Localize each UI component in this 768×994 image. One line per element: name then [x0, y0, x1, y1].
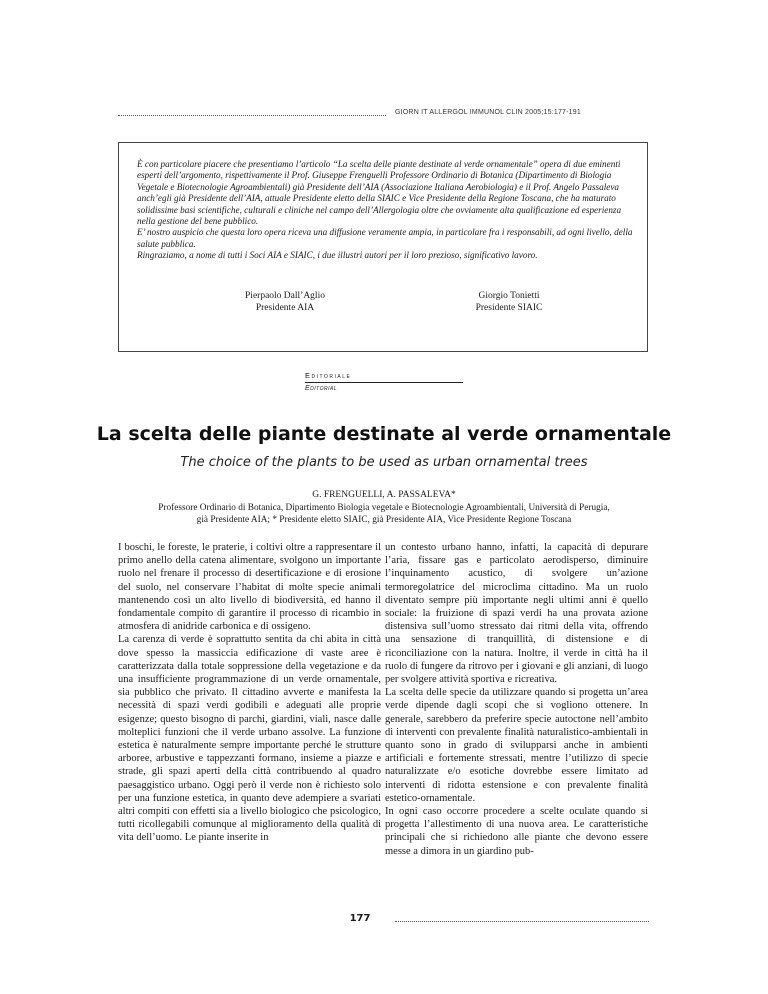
page-number: 177 [349, 913, 371, 924]
article-authors: G. FRENGUELLI, A. PASSALEVA* [312, 490, 456, 500]
editor-note-text [137, 159, 633, 262]
body-paragraph: un contesto urbano hanno, infatti, la capacità di depurare l’aria, fissare gas e particolato aerodisperso, diminuire l’inquinamento acustico, di svolgere un’azione termoregolatrice del microclima cittadino. Ma un ruolo diventato sempre più importante negli ultimi anni è quello sociale: la fruizione di spazi verdi ha una provata azione distensiva sull’uomo stressato dai ritmi della vita, offrendo una sensazione di tranquillità, di distensione e di riconciliazione con la natura. Inoltre, il verde in città ha il ruolo di fungere da ritrovo per i giovani e gli anziani, di luogo per svolgere attività sportiva e ricreativa. [385, 542, 648, 686]
affiliation-line: già Presidente AIA; * Presidente eletto SIAIC, già Presidente AIA, Vice Presidente Regione Toscana [196, 514, 572, 525]
body-column-left [118, 541, 381, 845]
editor-note-paragraph: È con particolare piacere che presentiamo l’articolo “La scelta delle piante destinate al verde ornamentale” opera di due eminenti esperti dell’argomento, rispettivamente il Prof. Giuseppe Frenguelli Professore Ordinario di Botanica (Dipartimento di Biologia Vegetale e Biotecnologie Agroambientali) già Presidente dell’AIA (Associazione Italiana Aerobiologia) e il Prof. Angelo Passaleva anch’egli già Presidente dell’AIA, attuale Presidente eletto della SIAIC e Vice Presidente della Regione Toscana, che ha maturato solidissime basi scientifiche, culturali e cliniche nel campo dell’Allergologia oltre che ovviamente alta qualificazione ed esperienza nella gestione del bene pubblico. [137, 159, 622, 227]
signature-role: Presidente AIA [255, 303, 315, 313]
signature-left [225, 290, 345, 314]
body-paragraph: La carenza di verde è soprattutto sentita da chi abita in città dove spesso la massiccia edificazione di vaste aree è caratterizzata dalla totale soppressione della vegetazione e da una insufficiente programmazione di un verde ornamentale, sia pubblico che privato. Il cittadino avverte e manifesta la necessità di spazi verdi godibili e adeguati alle proprie esigenze; questo bisogno di parchi, giardini, viali, nasce dalle molteplici funzioni che il verde urbano assolve. La funzione estetica è naturalmente sempre importante perché le strutture arboree, arbustive e tappezzanti formano, insieme a piazze e strade, gli spazi aperti della città contribuendo al quadro paesaggistico urbano. Oggi però il verde non è richiesto solo per una funzione estetica, in quanto deve adempiere a svariati altri compiti con effetti sia a livello biologico che psicologico, tutti ricollegabili comunque al miglioramento della qualità di vita dell’uomo. Le piante inserite in [118, 634, 381, 844]
body-paragraph: I boschi, le foreste, le praterie, i coltivi oltre a rappresentare il primo anello della catena alimentare, svolgono un importante ruolo nel frenare il processo di desertificazione e di erosione del suolo, nel conservare l’habitat di molte specie animali mantenendo così un alto livello di biodiversità, ed hanno il fondamentale compito di garantire il processo di ricambio in atmosfera di anidride carbonica e di ossigeno. [118, 542, 381, 633]
body-paragraph: La scelta delle specie da utilizzare quando si progetta un’area verde dipende dagli scopi che si vogliono ottenere. In generale, sarebbero da preferire specie autoctone nell’ambito di interventi con prevalente finalità naturalistico-ambientali in quanto sono in grado di svilupparsi anche in ambienti artificiali e fortemente stressati, mentre l’utilizzo di specie naturalizzate e/o esotiche dovrebbe essere limitato ad interventi di ridotta estensione e con prevalente finalità estetico-ornamentale. [385, 687, 648, 804]
article-subtitle: The choice of the plants to be used as urban ornamental trees [180, 455, 588, 470]
section-rule [305, 382, 463, 383]
header-dotted-rule [118, 115, 386, 116]
body-column-right [385, 541, 648, 858]
footer-dotted-rule [395, 921, 649, 922]
body-paragraph: In ogni caso occorre procedere a scelte oculate quando si progetta l’allestimento di una nuova area. Le caratteristiche principali che si richiedono alle piante che devono essere messe a dimora in un giardino pub- [385, 806, 648, 857]
editor-note-paragraph: Ringraziamo, a nome di tutti i Soci AIA e SIAIC, i due illustri autori per il loro prezioso, significativo lavoro. [137, 250, 538, 261]
editor-note-box [118, 142, 648, 352]
signature-right [449, 290, 569, 314]
section-sublabel: Editorial [305, 385, 338, 392]
editor-note-paragraph: E’ nostro auspicio che questa loro opera riceva una diffusione veramente ampia, in particolare fra i responsabili, ad ogni livello, della salute pubblica. [137, 227, 633, 249]
affiliation-line: Professore Ordinario di Botanica, Dipartimento Biologia vegetale e Biotecnologie Agroambientali, Università di Perugia, [158, 503, 610, 513]
signature-role: Presidente SIAIC [475, 303, 543, 313]
article-title: La scelta delle piante destinate al verde ornamentale [96, 423, 672, 445]
journal-reference: GIORN IT ALLERGOL IMMUNOL CLIN 2005;15:177-191 [395, 109, 581, 116]
signature-name: Pierpaolo Dall’Aglio [245, 291, 325, 301]
article-affiliation [100, 503, 668, 526]
section-label: Editoriale [305, 371, 352, 380]
signature-name: Giorgio Tonietti [478, 291, 540, 301]
